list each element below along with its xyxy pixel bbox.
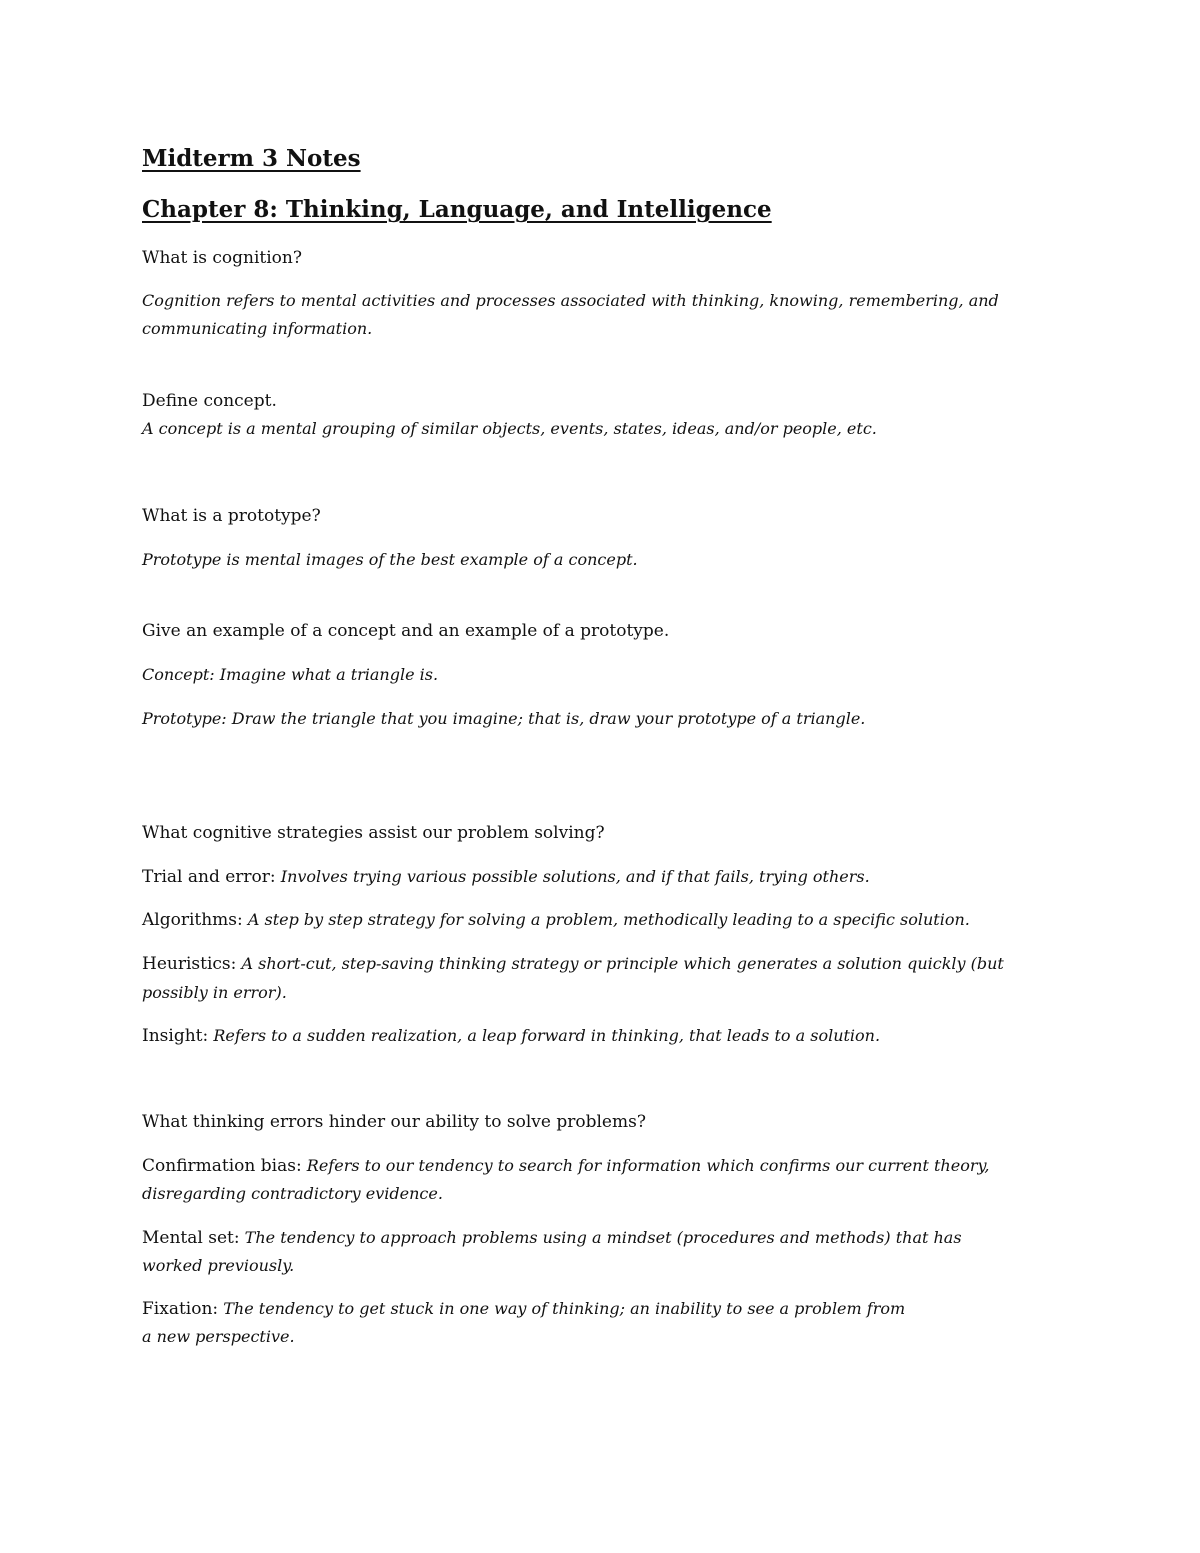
answer-concept: A concept is a mental grouping of similar objects, events, states, ideas, and/or people, etc. <box>142 419 877 438</box>
question-errors: What thinking errors hinder our ability to solve problems? <box>142 1112 646 1132</box>
question-prototype: What is a prototype? <box>142 506 321 526</box>
strategy-label: Heuristics: <box>142 954 237 974</box>
strategy-label: Insight: <box>142 1026 209 1046</box>
error-label: Confirmation bias: <box>142 1156 302 1176</box>
question-strategies: What cognitive strategies assist our problem solving? <box>142 823 605 843</box>
strategy-label: Algorithms: <box>142 910 243 930</box>
error-fixation-line2: a new perspective. <box>142 1327 295 1346</box>
error-label: Fixation: <box>142 1299 219 1319</box>
answer-cognition-line2: communicating information. <box>142 319 373 338</box>
strategy-text: Refers to a sudden realization, a leap forward in thinking, that leads to a solution. <box>213 1026 881 1045</box>
question-concept: Define concept. <box>142 391 277 411</box>
strategy-text: A short-cut, step-saving thinking strategy or principle which generates a solution quickly (but <box>241 954 1004 973</box>
answer-example-concept: Concept: Imagine what a triangle is. <box>142 665 439 684</box>
error-text: The tendency to approach problems using a mindset (procedures and methods) that has <box>244 1228 962 1247</box>
strategy-item-algorithms <box>142 910 970 930</box>
strategy-item-heuristics <box>142 954 1004 974</box>
error-text: The tendency to get stuck in one way of thinking; an inability to see a problem from <box>223 1299 906 1318</box>
strategy-label: Trial and error: <box>142 867 276 887</box>
error-label: Mental set: <box>142 1228 240 1248</box>
answer-cognition-line1: Cognition refers to mental activities and processes associated with thinking, knowing, remembering, and <box>142 291 999 310</box>
document-title: Midterm 3 Notes <box>142 145 361 172</box>
question-cognition: What is cognition? <box>142 248 302 268</box>
error-item-fixation <box>142 1299 905 1319</box>
error-item-confirmation-bias <box>142 1156 989 1176</box>
error-confirmation-bias-line2: disregarding contradictory evidence. <box>142 1184 443 1203</box>
error-mental-set-line2: worked previously. <box>142 1256 295 1275</box>
strategy-heuristics-line2: possibly in error). <box>142 983 287 1002</box>
question-example: Give an example of a concept and an example of a prototype. <box>142 621 670 641</box>
answer-example-prototype: Prototype: Draw the triangle that you imagine; that is, draw your prototype of a triangle. <box>142 709 866 728</box>
strategy-text: Involves trying various possible solutions, and if that fails, trying others. <box>280 867 870 886</box>
strategy-item-insight <box>142 1026 880 1046</box>
error-text: Refers to our tendency to search for information which confirms our current theory, <box>306 1156 990 1175</box>
strategy-text: A step by step strategy for solving a problem, methodically leading to a specific solution. <box>247 910 970 929</box>
chapter-heading: Chapter 8: Thinking, Language, and Intelligence <box>142 196 772 223</box>
strategy-item-trial-and-error <box>142 867 870 887</box>
error-item-mental-set <box>142 1228 962 1248</box>
answer-prototype: Prototype is mental images of the best example of a concept. <box>142 550 638 569</box>
